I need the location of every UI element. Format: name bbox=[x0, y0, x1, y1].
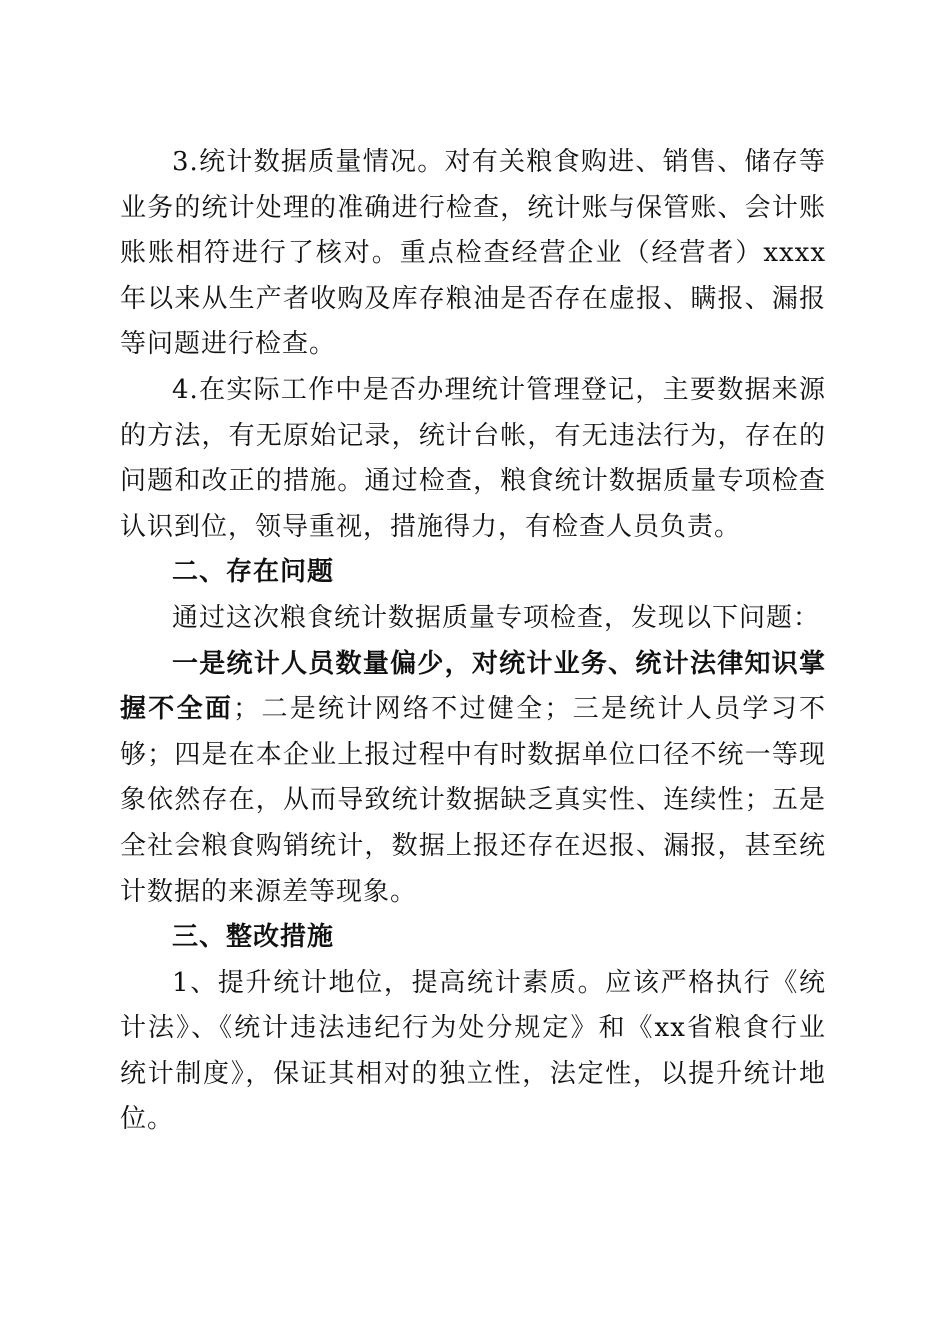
problems-lead-text: 一是统计人员数量偏少，对统计业务、统计法律知识掌握不全面 bbox=[120, 648, 826, 725]
section-heading-problems: 二、存在问题 bbox=[172, 557, 335, 588]
paragraph-measure-1: 1、提升统计地位，提高统计素质。应该严格执行《统计法》、《统计违法违纪行为处分规定》和《xx省粮食行业统计制度》，保证其相对的独立性，法定性，以提升统计地位。 bbox=[120, 967, 826, 1135]
paragraph-registration: 4.在实际工作中是否办理统计管理登记，主要数据来源的方法，有无原始记录，统计台帐，有无违法行为，存在的问题和改正的措施。通过检查，粮食统计数据质量专项检查认识到位，领导重视，措施得力，有检查人员负责。 bbox=[120, 374, 826, 542]
section-heading-measures: 三、整改措施 bbox=[172, 922, 335, 953]
paragraph-problems-list bbox=[120, 642, 826, 916]
document-page bbox=[120, 140, 826, 1143]
problems-rest-text: ；二是统计网络不过健全；三是统计人员学习不够；四是在本企业上报过程中有时数据单位口径不统一等现象依然存在，从而导致统计数据缺乏真实性、连续性；五是全社会粮食购销统计，数据上报还存在迟报、漏报，甚至统计数据的来源差等现象。 bbox=[120, 694, 826, 907]
paragraph-data-quality: 3.统计数据质量情况。对有关粮食购进、销售、储存等业务的统计处理的准确进行检查，统计账与保管账、会计账账账相符进行了核对。重点检查经营企业（经营者）xxxx年以来从生产者收购及库存粮油是否存在虚报、瞒报、漏报等问题进行检查。 bbox=[120, 147, 826, 360]
paragraph-problems-intro: 通过这次粮食统计数据质量专项检查，发现以下问题： bbox=[172, 602, 821, 633]
